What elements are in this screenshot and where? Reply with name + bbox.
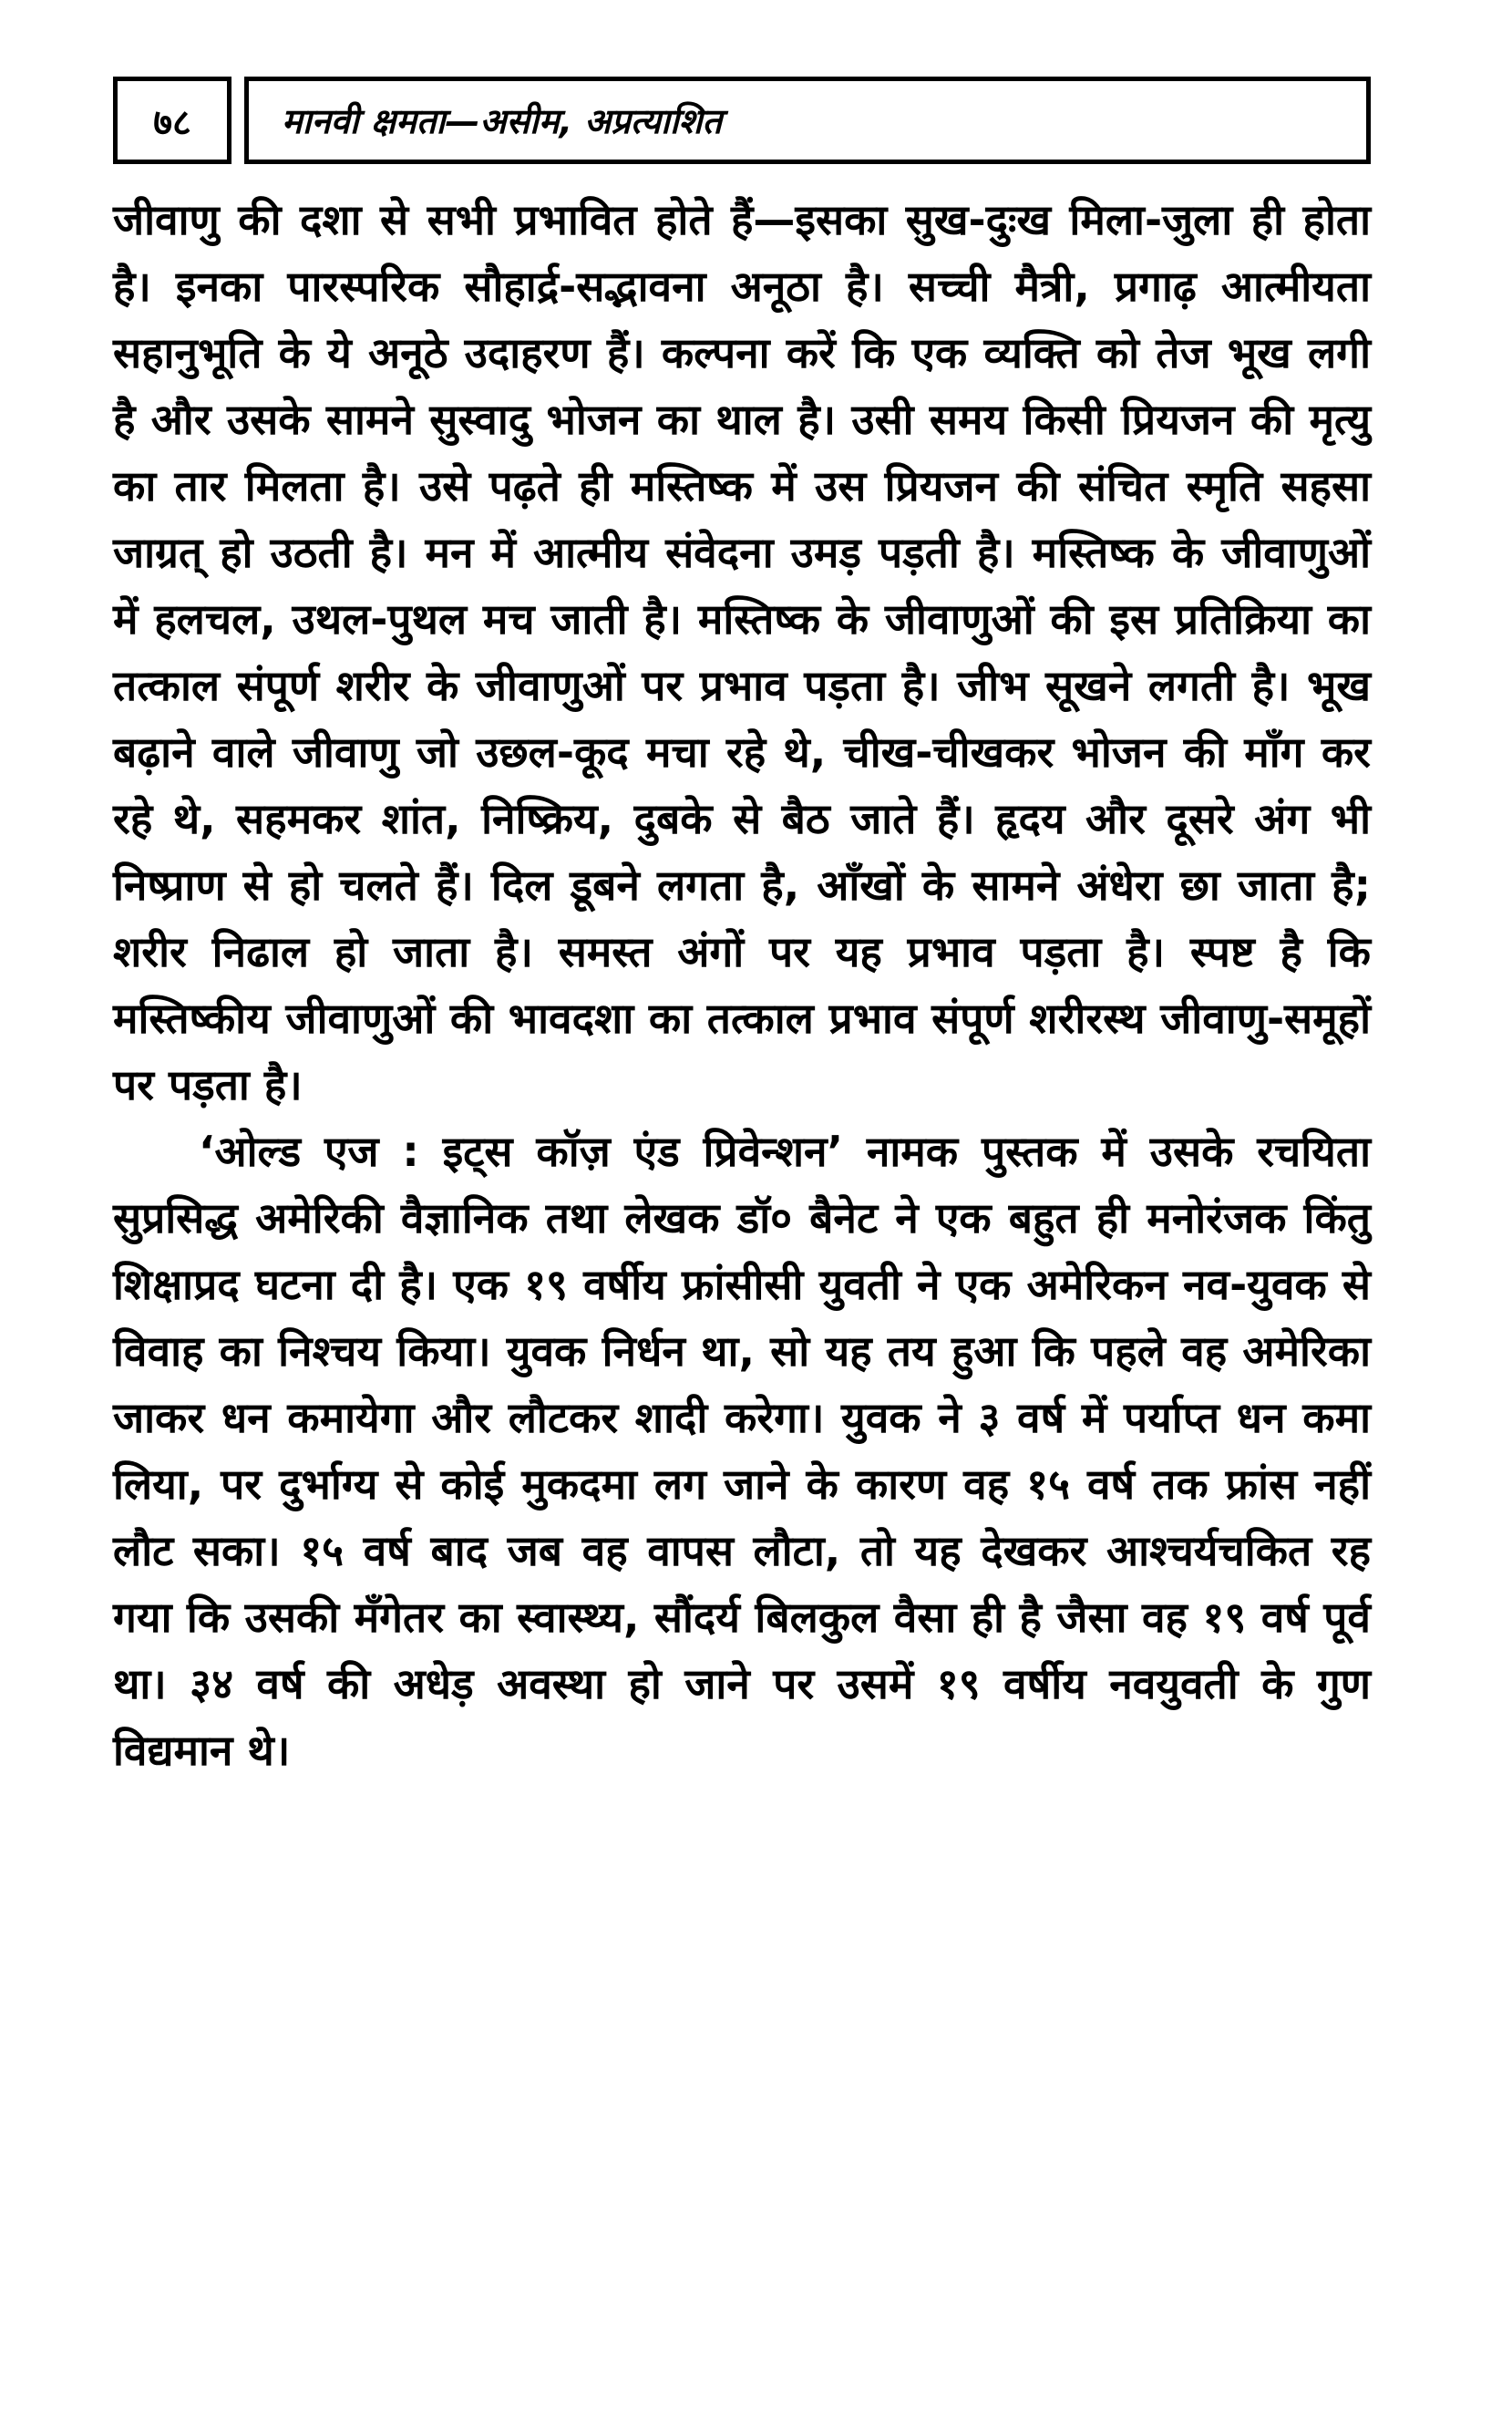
body-text (113, 187, 1371, 1784)
paragraph-2: ‘ओल्ड एज : इट्स कॉज़ एंड प्रिवेन्शन’ नामक पुस्तक में उसके रचयिता सुप्रसिद्ध अमेरिकी वैज्ञानिक तथा लेखक डॉ० बैनेट ने एक बहुत ही मनोरंजक किंतु शिक्षाप्रद घटना दी है। एक १९ वर्षीय फ्रांसीसी युवती ने एक अमेरिकन नव-युवक से विवाह का निश्चय किया। युवक निर्धन था, सो यह तय हुआ कि पहले वह अमेरिका जाकर धन कमायेगा और लौटकर शादी करेगा। युवक ने ३ वर्ष में पर्याप्त धन कमा लिया, पर दुर्भाग्य से कोई मुकदमा लग जाने के कारण वह १५ वर्ष तक फ्रांस नहीं लौट सका। १५ वर्ष बाद जब वह वापस लौटा, तो यह देखकर आश्चर्यचकित रह गया कि उसकी मँगेतर का स्वास्थ्य, सौंदर्य बिलकुल वैसा ही है जैसा वह १९ वर्ष पूर्व था। ३४ वर्ष की अधेड़ अवस्था हो जाने पर उसमें १९ वर्षीय नवयुवती के गुण विद्यमान थे। (113, 1127, 1371, 1775)
running-title-box (244, 77, 1371, 164)
page-number-box (113, 77, 231, 164)
page-number: ७८ (153, 101, 191, 144)
running-title: मानवी क्षमता—असीम, अप्रत्याशित (282, 101, 723, 141)
paragraph-1: जीवाणु की दशा से सभी प्रभावित होते हैं—इसका सुख-दुःख मिला-जुला ही होता है। इनका पारस्परिक सौहार्द्र-सद्भावना अनूठा है। सच्ची मैत्री, प्रगाढ़ आत्मीयता सहानुभूति के ये अनूठे उदाहरण हैं। कल्पना करें कि एक व्यक्ति को तेज भूख लगी है और उसके सामने सुस्वादु भोजन का थाल है। उसी समय किसी प्रियजन की मृत्यु का तार मिलता है। उसे पढ़ते ही मस्तिष्क में उस प्रियजन की संचित स्मृति सहसा जाग्रत् हो उठती है। मन में आत्मीय संवेदना उमड़ पड़ती है। मस्तिष्क के जीवाणुओं में हलचल, उथल-पुथल मच जाती है। मस्तिष्क के जीवाणुओं की इस प्रतिक्रिया का तत्काल संपूर्ण शरीर के जीवाणुओं पर प्रभाव पड़ता है। जीभ सूखने लगती है। भूख बढ़ाने वाले जीवाणु जो उछल-कूद मचा रहे थे, चीख-चीखकर भोजन की माँग कर रहे थे, सहमकर शांत, निष्क्रिय, दुबके से बैठ जाते हैं। हृदय और दूसरे अंग भी निष्प्राण से हो चलते हैं। दिल डूबने लगता है, आँखों के सामने अंधेरा छा जाता है; शरीर निढाल हो जाता है। समस्त अंगों पर यह प्रभाव पड़ता है। स्पष्ट है कि मस्तिष्कीय जीवाणुओं की भावदशा का तत्काल प्रभाव संपूर्ण शरीरस्थ जीवाणु-समूहों पर पड़ता है। (113, 195, 1371, 1109)
page-header (113, 77, 1371, 168)
